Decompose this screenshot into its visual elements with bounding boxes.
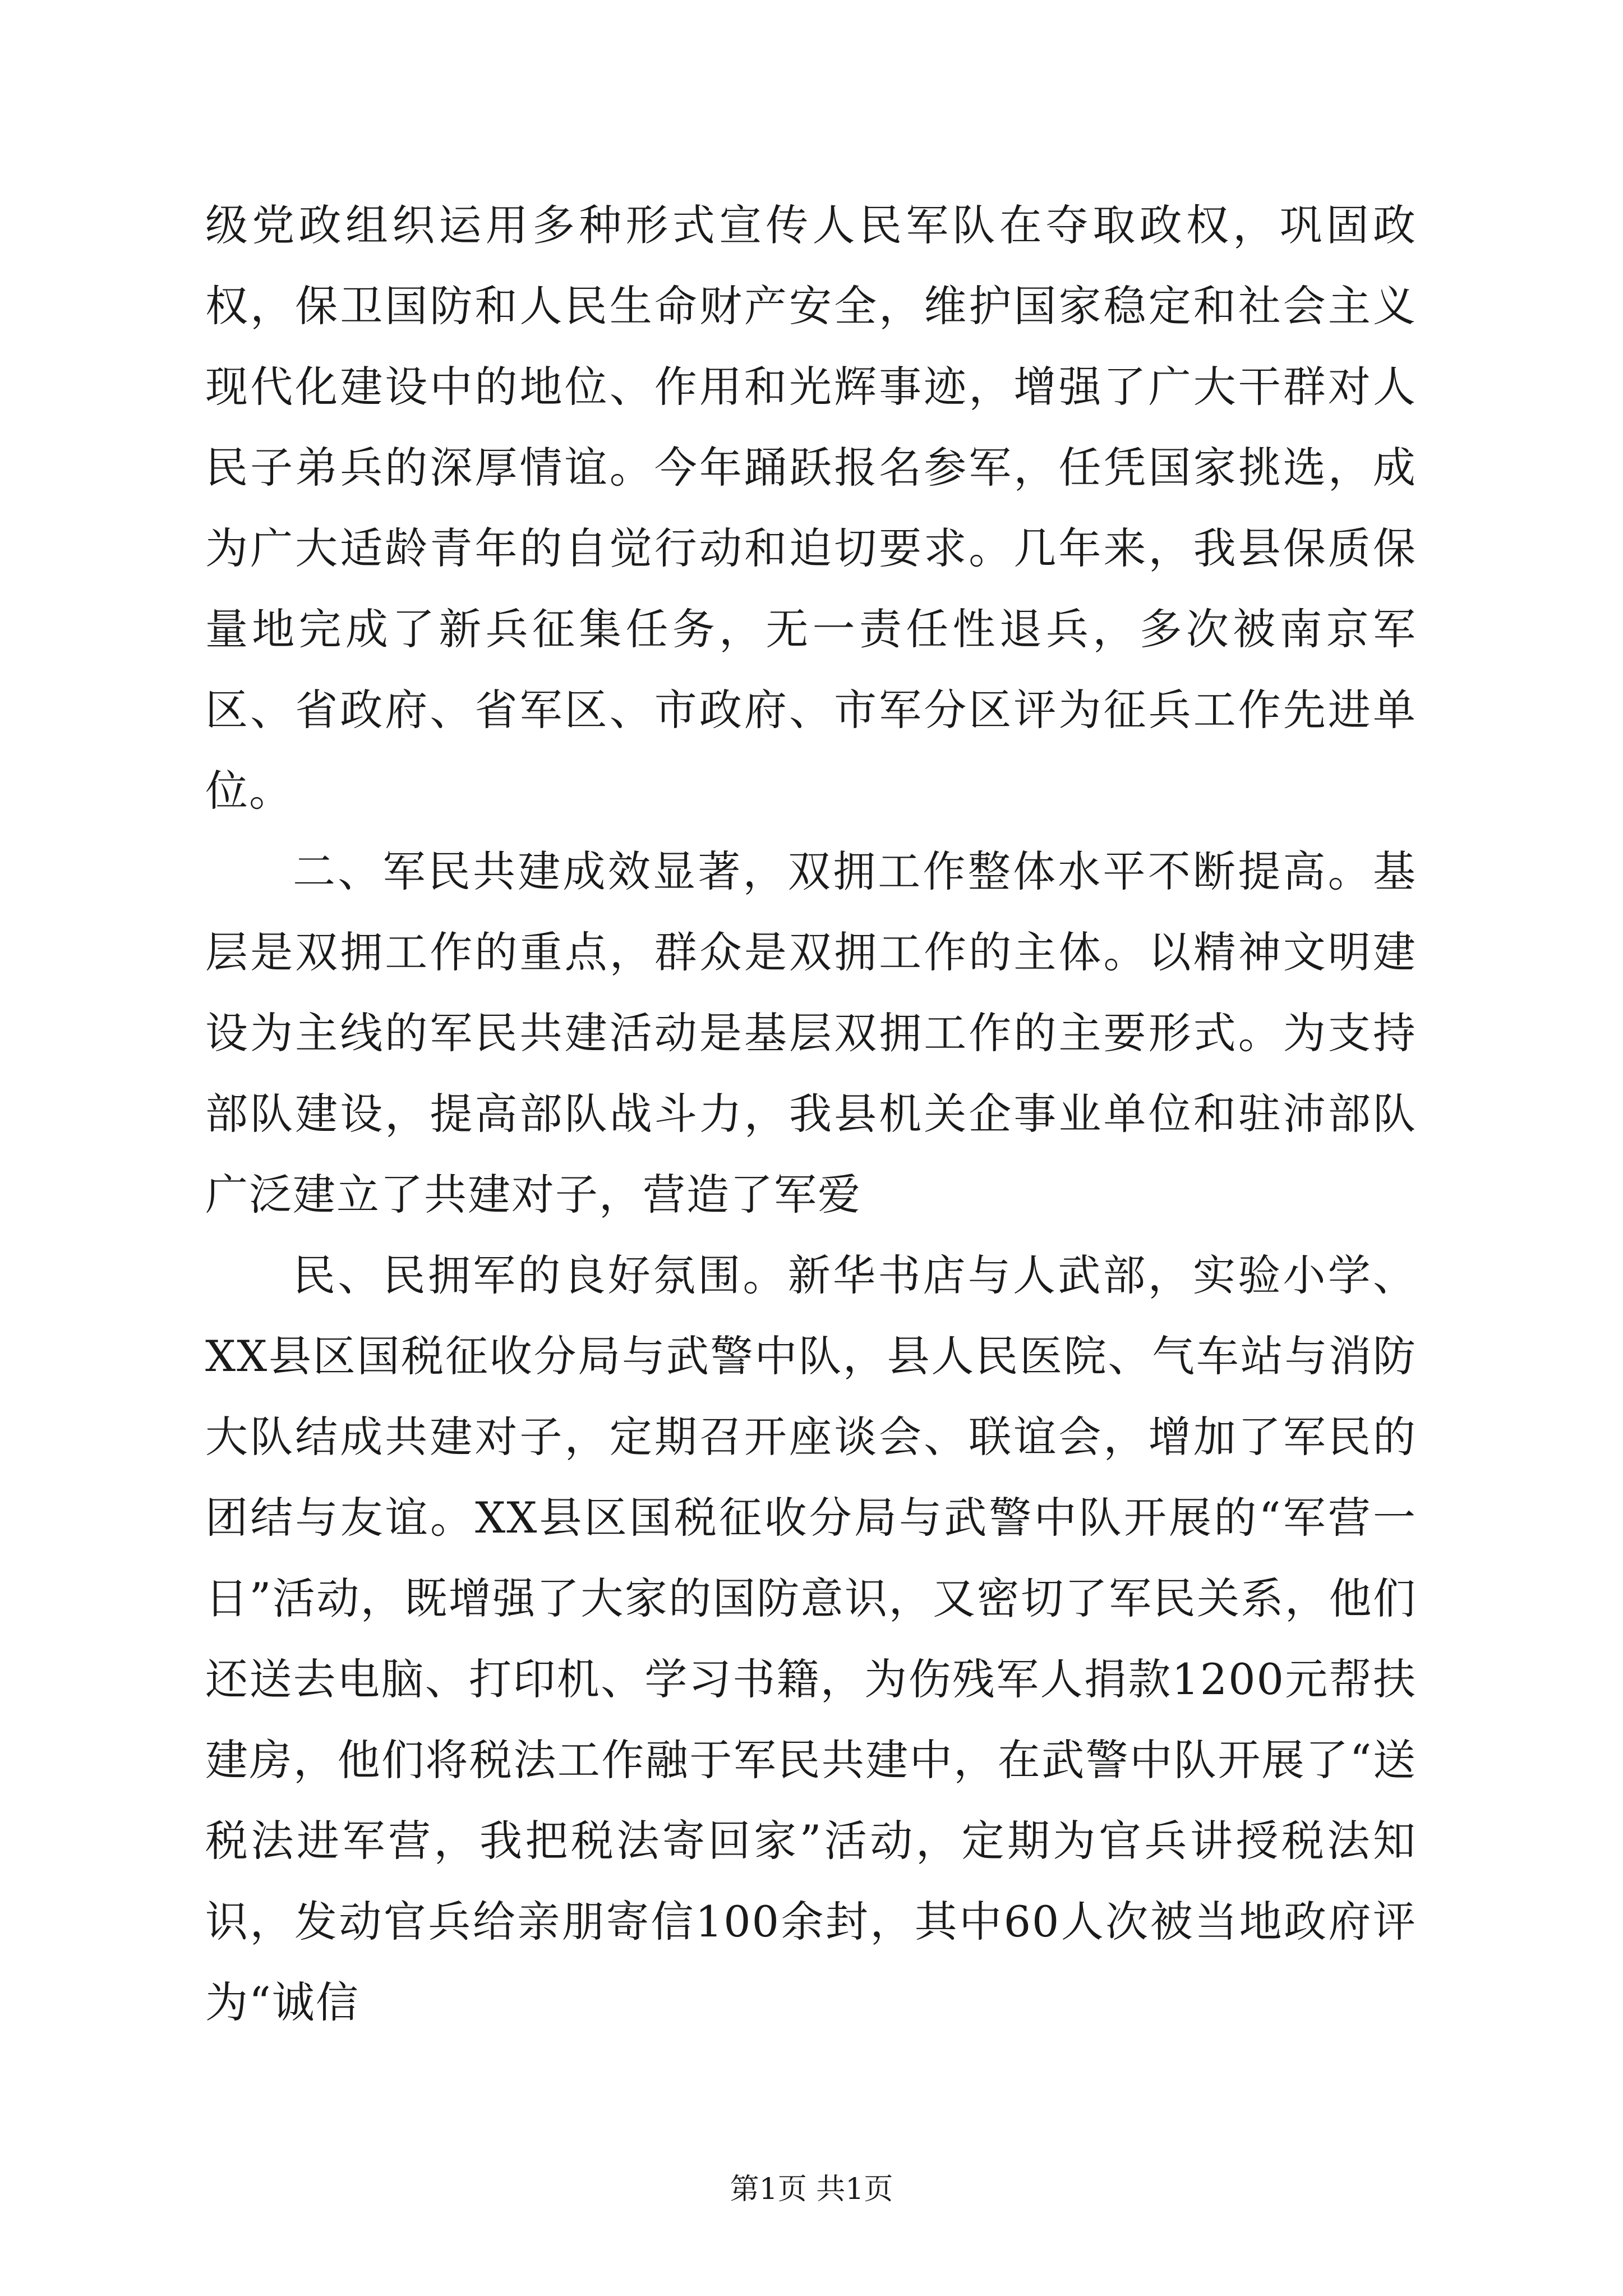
page-footer: 第1页 共1页 (730, 2173, 893, 2206)
paragraph-2: 二、军民共建成效显著，双拥工作整体水平不断提高。基层是双拥工作的重点，群众是双拥工作的主体。以精神文明建设为主线的军民共建活动是基层双拥工作的主要形式。为支持部队建设，提高部队战斗力，我县机关企事业单位和驻沛部队广泛建立了共建对子，营造了军爱 (205, 846, 1417, 1220)
paragraph-1: 级党政组织运用多种形式宣传人民军队在夺取政权，巩固政权，保卫国防和人民生命财产安全，维护国家稳定和社会主义现代化建设中的地位、作用和光辉事迹，增强了广大干群对人民子弟兵的深厚情谊。今年踊跃报名参军，任凭国家挑选，成为广大适龄青年的自觉行动和迫切要求。几年来，我县保质保量地完成了新兵征集任务，无一责任性退兵，多次被南京军区、省政府、省军区、市政府、市军分区评为征兵工作先进单位。 (205, 200, 1417, 816)
document-body (205, 185, 1417, 2043)
paragraph-3: 民、民拥军的良好氛围。新华书店与人武部，实验小学、XX县区国税征收分局与武警中队，县人民医院、气车站与消防大队结成共建对子，定期召开座谈会、联谊会，增加了军民的团结与友谊。XX县区国税征收分局与武警中队开展的“军营一日”活动，既增强了大家的国防意识，又密切了军民关系，他们还送去电脑、打印机、学习书籍，为伤残军人捐款1200元帮扶建房，他们将税法工作融于军民共建中，在武警中队开展了“送税法进军营，我把税法寄回家”活动，定期为官兵讲授税法知识，发动官兵给亲朋寄信100余封，其中60人次被当地政府评为“诚信 (205, 1250, 1417, 2027)
